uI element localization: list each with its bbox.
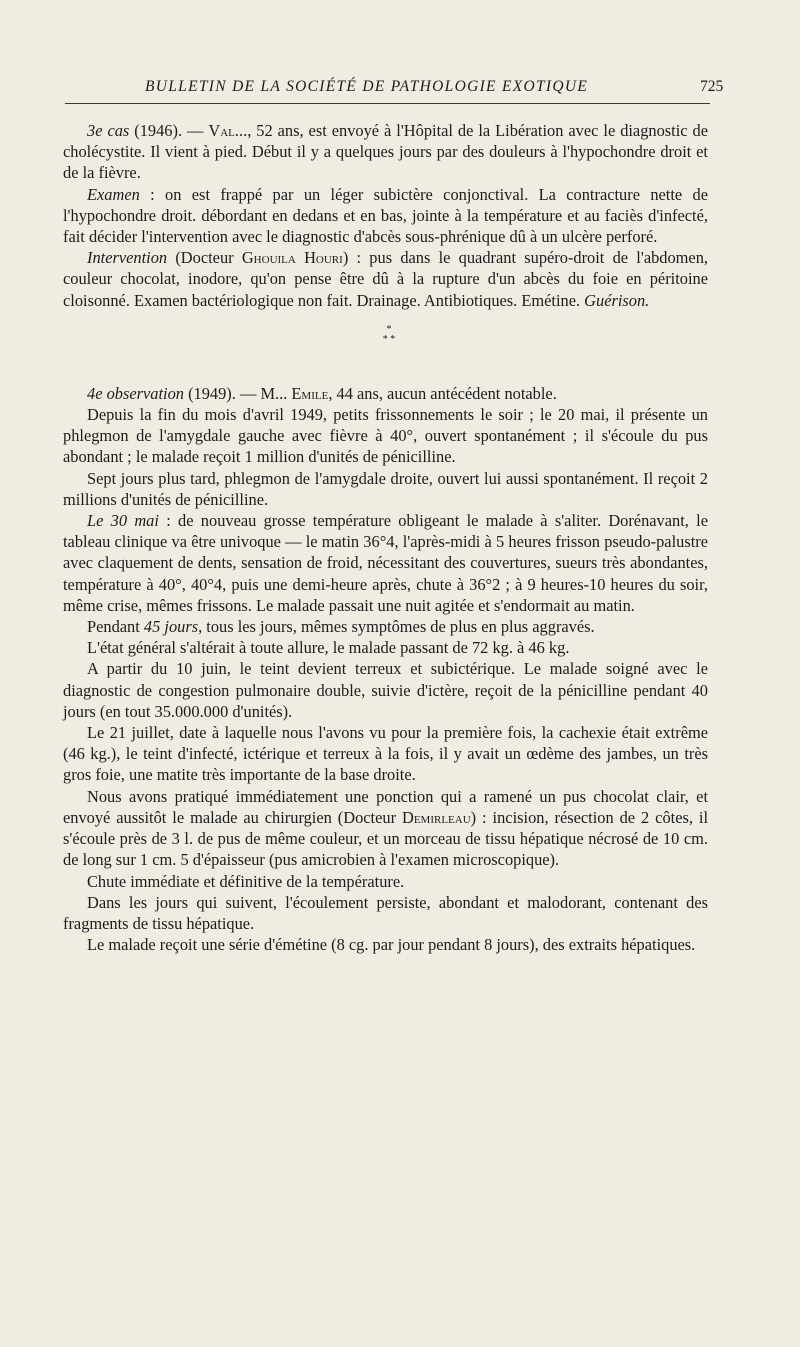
case3-text: , 52 ans, est envoyé à l'Hôpital de la Libération avec le diagnostic de cholécystite. Il vient à pied. Début il y a quelques jours par des douleurs à l'hypochondre droit et de la fièvre. (63, 121, 709, 183)
p9-a: Nous avons pratiqué immédiatement une ponction qui a ramené un pus chocolat clair, et envoyé aussitôt le malade au chirurgien (Docteur (63, 786, 708, 827)
exam-text: : on est frappé par un léger subictère conjonctival. La contracture nette de l'hypochondre droit. débordant en dedans et en bas, jointe à la température et au faciès d'infecté, fait décider l'intervention avec le diagnostic d'abcès sous-phrénique dû à un ulcère perforé. (63, 184, 708, 247)
case4-paragraph-2: Depuis la fin du mois d'avril 1949, petits frissonnements le soir ; le 20 mai, il présente un phlegmon de l'amygdale gauche avec fièvre à 40°, ouvert spontanément ; il s'écoule du pus abondant ; le malade reçoit 1 million d'unités de pénicilline. (63, 405, 708, 467)
intervention-text-2: ) : pus dans le quadrant supéro-droit de l'abdomen, couleur chocolat, inodore, qu'on pense être dû à la rupture d'un abcès du foie en péritoine cloisonné. Examen bactériologique non fait. Drainage. Antibiotiques. Emétine. (63, 248, 708, 310)
case4-patient: Emile (291, 383, 329, 403)
exam-label: Examen (87, 184, 140, 204)
case4-paragraph-9 (63, 786, 708, 871)
case4-paragraph-4 (63, 510, 708, 616)
case3-label: 3e cas (87, 121, 130, 140)
case3-patient: Val... (208, 121, 248, 140)
case3-intro: (1946). — (129, 121, 209, 140)
case4-paragraph-5 (63, 616, 708, 637)
case4-intro-paragraph (63, 383, 708, 404)
intervention-label: Intervention (87, 248, 168, 268)
running-title: BULLETIN DE LA SOCIÉTÉ DE PATHOLOGIE EXOTIQUE (145, 78, 589, 95)
intervention-text-1: (Docteur (167, 248, 242, 268)
article-body (63, 120, 708, 955)
asterism-bottom: * * (382, 333, 396, 345)
section-separator (63, 311, 708, 383)
p9-b: ) : incision, résection de 2 côtes, il s'écoule près de 3 l. de pus de même couleur, et un morceau de tissu hépatique nécrosé de 10 cm. de long sur 1 cm. 5 d'épaisseur (pus amicrobien à l'examen microscopique). (63, 807, 709, 870)
p5-pre: Pendant (87, 617, 144, 637)
case3-exam-paragraph (63, 184, 708, 248)
page-header (0, 72, 800, 104)
p5-post: , tous les jours, mêmes symptômes de plus en plus aggravés. (198, 617, 595, 637)
case4-paragraph-3: Sept jours plus tard, phlegmon de l'amygdale droite, ouvert lui aussi spontanément. Il reçoit 2 millions d'unités de pénicilline. (63, 468, 708, 509)
header-rule (65, 103, 710, 104)
case3-intervention-paragraph (63, 247, 708, 311)
case4-intro: (1949). — M... (183, 383, 292, 403)
case4-paragraph-6: L'état général s'altérait à toute allure, le malade passant de 72 kg. à 46 kg. (87, 638, 570, 658)
case4-paragraph-10: Chute immédiate et définitive de la température. (87, 871, 405, 891)
asterism (379, 325, 399, 355)
case4-paragraph-12: Le malade reçoit une série d'émétine (8 cg. par jour pendant 8 jours), des extraits hépatiques. (87, 935, 696, 955)
p5-duration: 45 jours (143, 617, 199, 637)
case4-paragraph-7: A partir du 10 juin, le teint devient terreux et subictérique. Le malade soigné avec le diagnostic de congestion pulmonaire double, suivie d'ictère, reçoit de la pénicilline pendant 40 jours (en tout 35.000.000 d'unités). (63, 659, 708, 721)
surgeon-name: Ghouila Houri (241, 248, 343, 268)
p9-surgeon: Demirleau (401, 807, 471, 827)
case4-paragraph-8: Le 21 juillet, date à laquelle nous l'avons vu pour la première fois, la cachexie était extrême (46 kg.), le teint d'infecté, ictérique et terreux à la fois, il y avait un œdème des jambes, un très gros foie, une matite très importante de la base droite. (63, 723, 708, 785)
outcome: Guérison. (584, 290, 650, 310)
case3-paragraph (63, 120, 708, 184)
case4-paragraph-4-text: : de nouveau grosse température obligeant le malade à s'aliter. Dorénavant, le tableau clinique va être univoque — le matin 36°4, l'après-midi à 5 heures frisson pseudo-palustre avec claquement de dents, sensation de froid, nécessitant des couvertures, sueurs très abondantes, température à 40°, 40°4, puis une demi-heure après, chute à 36°2 ; à 9 heures-10 heures du soir, même crise, mêmes frissons. Le malade passait une nuit agitée et s'endormait au matin. (63, 511, 708, 615)
case4-intro-rest: , 44 ans, aucun antécédent notable. (328, 383, 557, 403)
asterism-top: * (386, 323, 392, 335)
case4-label: 4e observation (87, 383, 184, 403)
date-label-30-mai: Le 30 mai (87, 511, 159, 531)
page-number: 725 (700, 78, 724, 95)
case4-paragraph-11: Dans les jours qui suivent, l'écoulement persiste, abondant et malodorant, contenant des fragments de tissu hépatique. (63, 892, 708, 933)
